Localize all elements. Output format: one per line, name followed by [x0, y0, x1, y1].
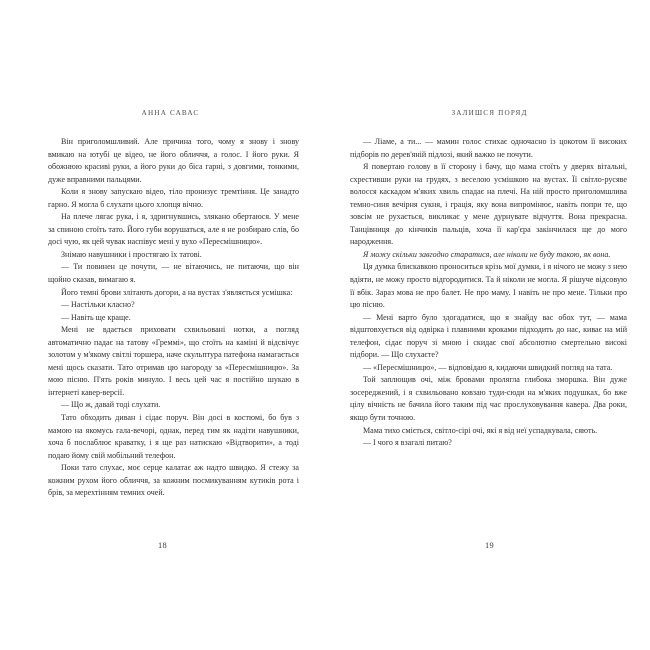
paragraph-italic: Я можу скільки завгодно старатися, але ніколи не буду такою, як вона. — [363, 249, 611, 259]
paragraph: На плече лягає рука, і я, здригнувшись, злякано обертаюся. У мене за спиною стоїть тато. Його губи ворушаться, але я не розбираю слів, бо досі чую, як цей чувак наспівує мені у вухо «Пересмішницю». — [48, 212, 299, 247]
page-number-right: 19 — [485, 541, 494, 550]
running-head-title: ЗАЛИШСЯ ПОРЯД — [451, 109, 528, 117]
right-page-body — [350, 136, 627, 450]
page-number-left: 18 — [158, 541, 167, 550]
paragraph: — «Пересмішницю», — відповідаю я, кидаючи швидкий погляд на тата. — [363, 362, 613, 372]
paragraph: Поки тато слухає, моє серце калатає аж надто швидко. Я стежу за кожним рухом його обличчя, за кожним посмикуванням кутиків рота і брів, за мерехтінням темних очей. — [48, 463, 299, 498]
paragraph: — Навіть ще краще. — [61, 312, 131, 322]
paragraph: Я повертаю голову в її сторону і бачу, що мама стоїть у дверях вітальні, схрестивши руки на грудях, з веселою усмішкою на вустах. Її світло-русяве волосся каскадом м'яких хвиль спадає на плечі. На ній просто приголомшлива темно-синя вечірня сукня, і грація, яку вона випромінює, навіть попри те, що зовсім не рухається, викликає у мене дурнувате відчуття. Вона прекрасна. Танцівниця до кінчиків пальців, хоча її кар'єра закінчилася ще до мого народження. — [350, 162, 627, 247]
running-head-author: АННА САВАС — [141, 109, 200, 117]
paragraph: — Ти повинен це почути, — не вітаючись, не питаючи, що він щойно сказав, вимагаю я. — [48, 262, 299, 285]
paragraph: Мені не вдається приховати схвильовані нотки, а погляд автоматично падає на татову «Греммі», що стоїть на каміні й відсвічує золотом у м'якому світлі торшера, наче скульптура патефона намагається мені щось сказати. Тато отримав цю нагороду за «Пересмішницю». За мою пісню. П'ять років минуло. І весь цей час я постійно шукаю в інтернеті кавер-версії. — [48, 325, 299, 397]
paragraph: Той заплющив очі, між бровами пролягла глибока зморшка. Він дуже зосереджений, і я схвильовано ковзаю туди-сюди на м'яких подушках, бо вже цілу вічність не бачила його таким під час прослуховування кавера. Два роки, якщо бути точною. — [350, 375, 627, 423]
paragraph: Його темні брови злітають догори, а на вустах з'являється усмішка: — [61, 287, 293, 297]
paragraph: — І чого я взагалі питаю? — [363, 438, 452, 448]
page-right — [325, 0, 650, 650]
paragraph: — Ліаме, а ти... — мамин голос стихає одночасно із цокотом її високих підборів по дерев'яній підлозі, який важко не почути. — [350, 137, 627, 159]
paragraph: — Що ж, давай тоді слухати. — [61, 400, 161, 410]
paragraph: Ця думка блискавкою проноситься крізь мої думки, і я нічого не можу з нею вдіяти, не можу просто відгородитися. Та й ніколи не могла. Я рішуче відсовую її вбік. Зараз мова не про балет. Не про маму. І навіть не про мене. Тільки про цю пісню. — [350, 262, 627, 310]
paragraph: Він приголомшливий. Але причина того, чому я знову і знову вмикаю на ютубі це відео, не його обличчя, а голос. І його руки. Я обожнюю красиві руки, а його руки до біса гарні, з довгими, тонкими, дуже вправними пальцями. — [48, 137, 299, 184]
paragraph: — Мені варто було здогадатися, що я знайду вас обох тут, — мама відштовхується від одвірка і плавними кроками підходить до нас, киває на мій телефон, сідає поруч зі мною і скидає свої абсолютно смертельно високі підбори. — Що слухаєте? — [350, 312, 627, 360]
left-page-body — [48, 136, 299, 500]
paragraph: — Настільки класно? — [61, 300, 135, 310]
paragraph: Тато обходить диван і сідає поруч. Він досі в костюмі, бо був з мамою на якомусь гала-вечорі, однак, перед тим як надіти навушники, хоча б послаблює краватку, і я ще раз натискаю «Відтворити», а тоді подаю йому свій мобільний телефон. — [48, 413, 299, 460]
paragraph: Коли я знову запускаю відео, тіло пронизує тремтіння. Це занадто гарно. Я могла б слухати цього хлопця вічно. — [48, 187, 299, 209]
paragraph: Мама тихо сміється, світло-сірі очі, які я від неї успадкувала, сяють. — [363, 425, 598, 435]
paragraph: Знімаю навушники і простягаю їх татові. — [61, 249, 202, 259]
